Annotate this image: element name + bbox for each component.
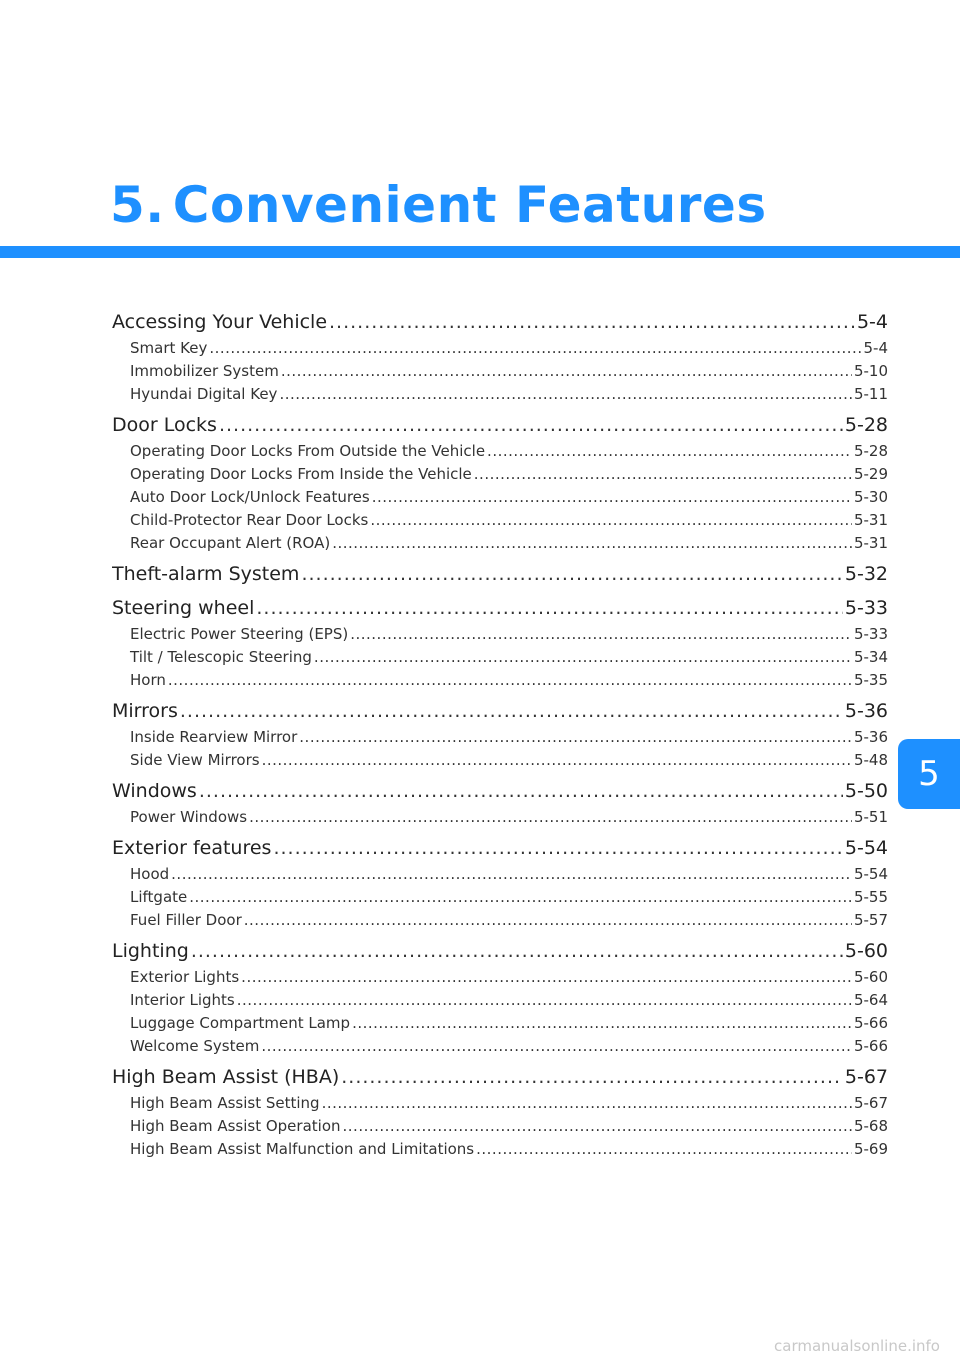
dot-leader	[476, 1138, 852, 1161]
toc-subentry[interactable]	[112, 623, 888, 646]
toc-entry-title: High Beam Assist (HBA)	[112, 1066, 340, 1088]
toc-subentry[interactable]	[112, 989, 888, 1012]
toc-subentry-page: 5-48	[853, 751, 888, 769]
toc-subentry-page: 5-31	[853, 534, 888, 552]
toc-subentry[interactable]	[112, 966, 888, 989]
toc-subentry-title: Hyundai Digital Key	[130, 385, 278, 403]
toc-subentry-page: 5-36	[853, 728, 888, 746]
toc-subentry[interactable]	[112, 532, 888, 555]
dot-leader	[168, 669, 852, 692]
toc-section	[112, 833, 888, 932]
dot-leader	[249, 806, 852, 829]
toc-subentry-page: 5-66	[853, 1037, 888, 1055]
toc-subentry[interactable]	[112, 1012, 888, 1035]
toc-subentry[interactable]	[112, 726, 888, 749]
dot-leader	[474, 463, 852, 486]
toc-subentry[interactable]	[112, 440, 888, 463]
toc-subentry[interactable]	[112, 337, 888, 360]
toc-subentry[interactable]	[112, 383, 888, 406]
toc-subentry-page: 5-66	[853, 1014, 888, 1032]
toc-subentry-page: 5-60	[853, 968, 888, 986]
dot-leader	[191, 936, 843, 966]
watermark-text: carmanualsonline.info	[774, 1337, 940, 1355]
toc-subentry-title: Hood	[130, 865, 170, 883]
dot-leader	[180, 696, 843, 726]
toc-subentry-title: Operating Door Locks From Outside the Vehicle	[130, 442, 486, 460]
toc-subentry-title: Side View Mirrors	[130, 751, 260, 769]
toc-entry-title: Mirrors	[112, 700, 178, 722]
chapter-title	[110, 176, 767, 234]
toc-subentry-page: 5-35	[853, 671, 888, 689]
chapter-title-text: Convenient Features	[172, 176, 767, 234]
toc-section	[112, 936, 888, 1058]
dot-leader	[189, 886, 852, 909]
toc-entry-page: 5-36	[844, 700, 888, 722]
dot-leader	[350, 623, 852, 646]
table-of-contents	[112, 307, 888, 1165]
dot-leader	[370, 509, 852, 532]
toc-subentry-title: Welcome System	[130, 1037, 260, 1055]
toc-subentry-title: High Beam Assist Operation	[130, 1117, 341, 1135]
toc-entry[interactable]	[112, 936, 888, 966]
dot-leader	[262, 749, 852, 772]
toc-subentry-page: 5-31	[853, 511, 888, 529]
toc-subentry-title: High Beam Assist Malfunction and Limitations	[130, 1140, 475, 1158]
toc-subentry-page: 5-33	[853, 625, 888, 643]
toc-subentry-page: 5-29	[853, 465, 888, 483]
toc-subentry-page: 5-11	[853, 385, 888, 403]
toc-subentry[interactable]	[112, 749, 888, 772]
toc-subentry-page: 5-51	[853, 808, 888, 826]
toc-subentry-page: 5-28	[853, 442, 888, 460]
toc-subentry[interactable]	[112, 1138, 888, 1161]
dot-leader	[209, 337, 861, 360]
toc-subentry[interactable]	[112, 886, 888, 909]
dot-leader	[322, 1092, 852, 1115]
toc-subentry-title: Interior Lights	[130, 991, 235, 1009]
toc-subentry-title: Power Windows	[130, 808, 248, 826]
toc-subentry-title: Inside Rearview Mirror	[130, 728, 298, 746]
toc-entry-title: Accessing Your Vehicle	[112, 311, 328, 333]
toc-subentry[interactable]	[112, 909, 888, 932]
toc-subentry[interactable]	[112, 463, 888, 486]
toc-entry-title: Door Locks	[112, 414, 217, 436]
toc-entry[interactable]	[112, 776, 888, 806]
toc-entry[interactable]	[112, 559, 888, 589]
toc-entry-title: Lighting	[112, 940, 189, 962]
dot-leader	[341, 1062, 843, 1092]
toc-entry[interactable]	[112, 833, 888, 863]
toc-subentry[interactable]	[112, 1092, 888, 1115]
toc-subentry[interactable]	[112, 509, 888, 532]
dot-leader	[487, 440, 852, 463]
toc-subentry-page: 5-67	[853, 1094, 888, 1112]
toc-subentry-title: Luggage Compartment Lamp	[130, 1014, 351, 1032]
toc-subentry-title: Electric Power Steering (EPS)	[130, 625, 349, 643]
dot-leader	[314, 646, 852, 669]
toc-entry-page: 5-32	[844, 563, 888, 585]
dot-leader	[281, 360, 852, 383]
toc-subentry-title: Immobilizer System	[130, 362, 279, 380]
toc-subentry[interactable]	[112, 646, 888, 669]
toc-entry-page: 5-28	[844, 414, 888, 436]
toc-subentry-page: 5-55	[853, 888, 888, 906]
toc-subentry-title: Operating Door Locks From Inside the Vehicle	[130, 465, 472, 483]
toc-subentry-page: 5-4	[863, 339, 888, 357]
toc-subentry-title: High Beam Assist Setting	[130, 1094, 320, 1112]
toc-section	[112, 1062, 888, 1161]
toc-subentry-page: 5-30	[853, 488, 888, 506]
toc-entry-title: Theft-alarm System	[112, 563, 300, 585]
dot-leader	[237, 989, 852, 1012]
dot-leader	[279, 383, 852, 406]
title-divider	[0, 246, 960, 258]
toc-subentry-page: 5-69	[853, 1140, 888, 1158]
dot-leader	[332, 532, 852, 555]
toc-entry[interactable]	[112, 410, 888, 440]
toc-subentry-title: Smart Key	[130, 339, 208, 357]
toc-subentry-title: Horn	[130, 671, 166, 689]
dot-leader	[171, 863, 852, 886]
toc-entry[interactable]	[112, 593, 888, 623]
toc-subentry[interactable]	[112, 863, 888, 886]
toc-subentry-title: Rear Occupant Alert (ROA)	[130, 534, 331, 552]
toc-subentry[interactable]	[112, 360, 888, 383]
toc-entry[interactable]	[112, 307, 888, 337]
toc-subentry-page: 5-10	[853, 362, 888, 380]
toc-subentry[interactable]	[112, 1115, 888, 1138]
toc-subentry[interactable]	[112, 1035, 888, 1058]
toc-subentry[interactable]	[112, 486, 888, 509]
dot-leader	[273, 833, 842, 863]
toc-entry-title: Windows	[112, 780, 197, 802]
chapter-number: 5.	[110, 176, 165, 234]
dot-leader	[343, 1115, 852, 1138]
toc-section	[112, 559, 888, 589]
dot-leader	[241, 966, 852, 989]
toc-subentry-title: Liftgate	[130, 888, 188, 906]
dot-leader	[301, 559, 842, 589]
toc-entry-page: 5-67	[844, 1066, 888, 1088]
toc-entry-page: 5-33	[844, 597, 888, 619]
toc-entry-title: Exterior features	[112, 837, 272, 859]
toc-entry-page: 5-4	[856, 311, 888, 333]
dot-leader	[299, 726, 852, 749]
dot-leader	[329, 307, 855, 337]
toc-entry-page: 5-60	[844, 940, 888, 962]
toc-entry[interactable]	[112, 696, 888, 726]
toc-subentry-title: Fuel Filler Door	[130, 911, 242, 929]
toc-section	[112, 410, 888, 555]
toc-subentry-title: Tilt / Telescopic Steering	[130, 648, 312, 666]
toc-subentry-title: Exterior Lights	[130, 968, 240, 986]
dot-leader	[199, 776, 843, 806]
dot-leader	[219, 410, 843, 440]
toc-entry-title: Steering wheel	[112, 597, 255, 619]
toc-subentry-title: Child-Protector Rear Door Locks	[130, 511, 369, 529]
dot-leader	[372, 486, 852, 509]
toc-subentry-page: 5-54	[853, 865, 888, 883]
toc-entry-page: 5-54	[844, 837, 888, 859]
dot-leader	[261, 1035, 852, 1058]
toc-section	[112, 593, 888, 692]
toc-section	[112, 307, 888, 406]
dot-leader	[256, 593, 843, 623]
toc-subentry-page: 5-64	[853, 991, 888, 1009]
toc-subentry[interactable]	[112, 806, 888, 829]
toc-subentry[interactable]	[112, 669, 888, 692]
toc-subentry-title: Auto Door Lock/Unlock Features	[130, 488, 370, 506]
toc-subentry-page: 5-68	[853, 1117, 888, 1135]
toc-entry[interactable]	[112, 1062, 888, 1092]
toc-entry-page: 5-50	[844, 780, 888, 802]
dot-leader	[352, 1012, 852, 1035]
toc-subentry-page: 5-34	[853, 648, 888, 666]
toc-subentry-page: 5-57	[853, 911, 888, 929]
toc-section	[112, 776, 888, 829]
dot-leader	[244, 909, 852, 932]
chapter-tab[interactable]: 5	[898, 739, 960, 809]
toc-section	[112, 696, 888, 772]
